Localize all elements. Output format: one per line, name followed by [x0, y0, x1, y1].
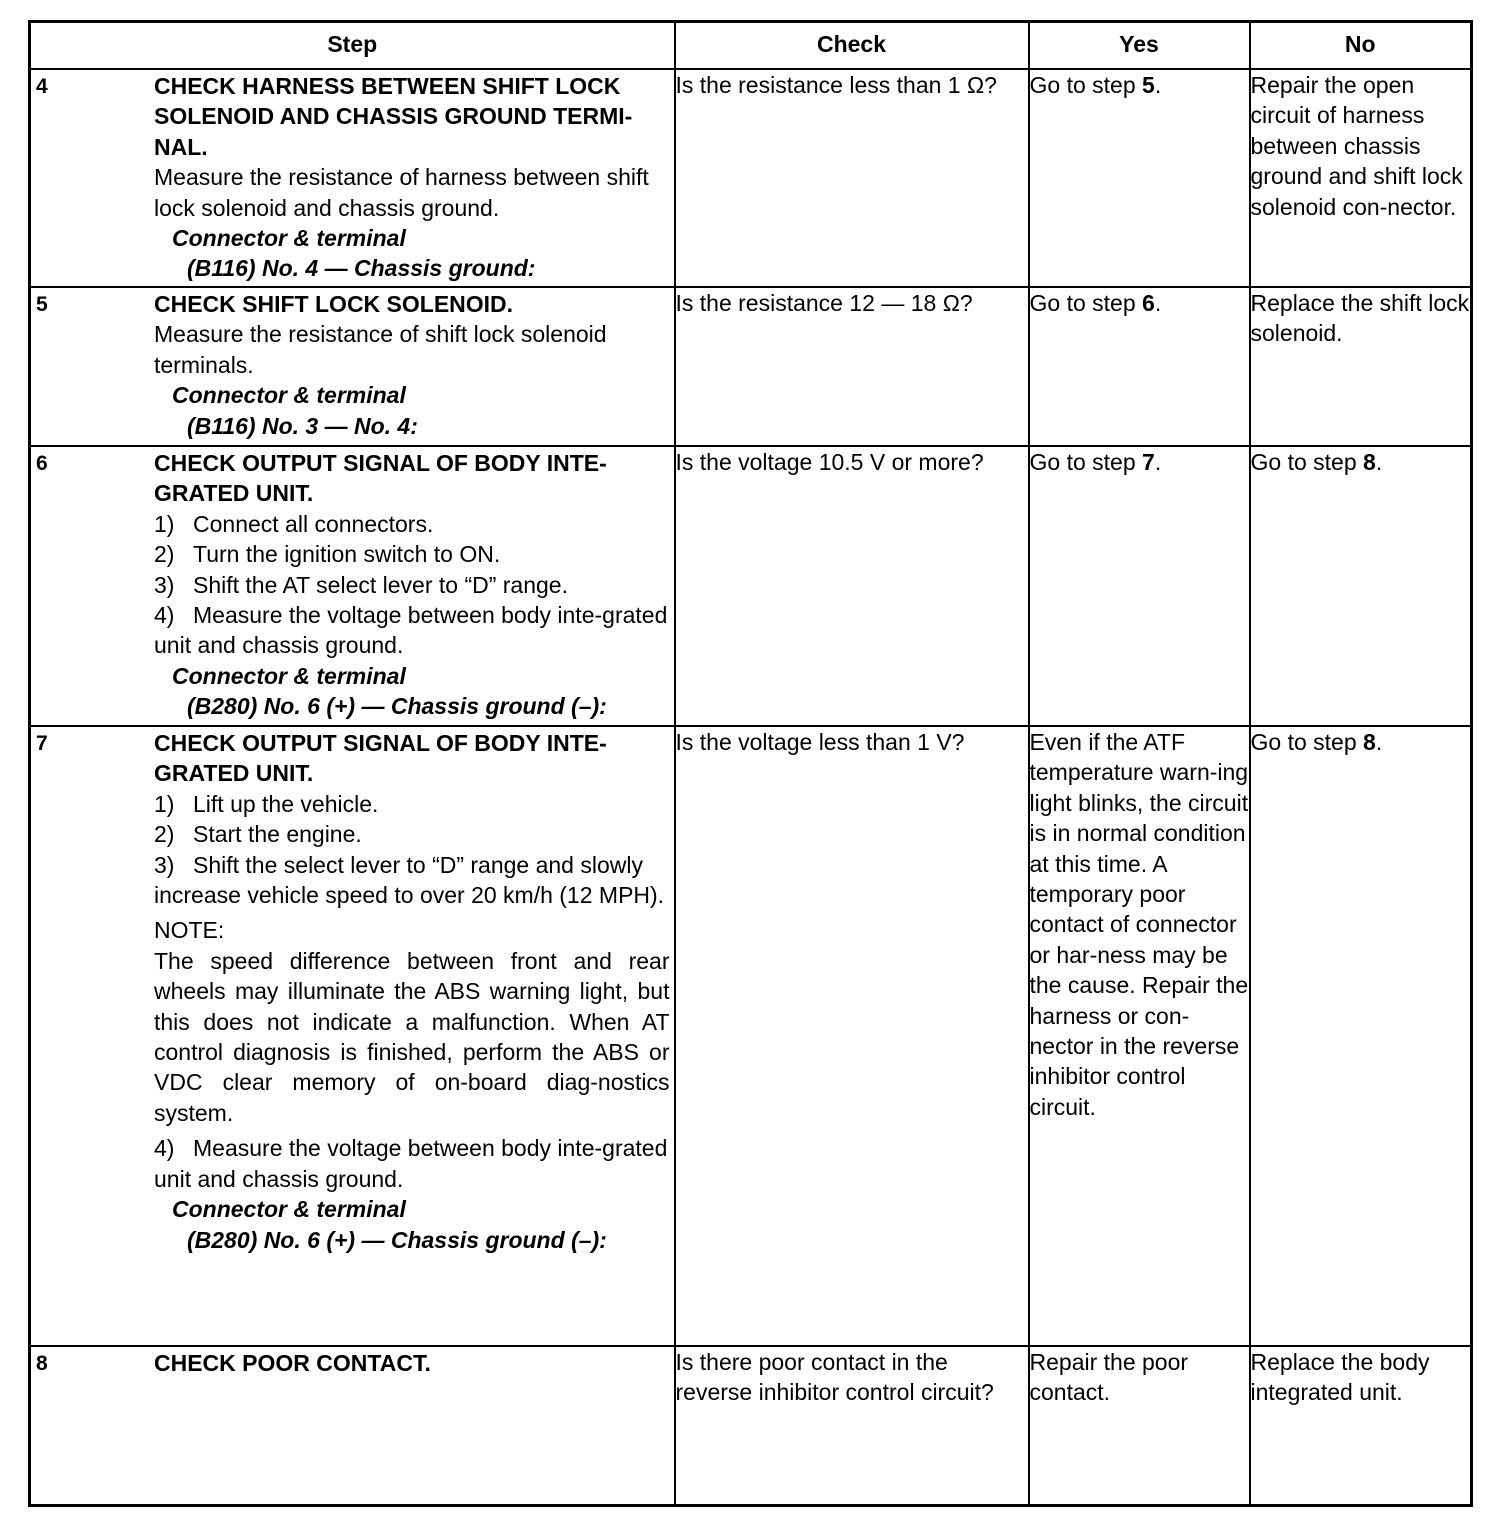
list-item: 3) Shift the select lever to “D” range and slowly increase vehicle speed to over 20 km/h (12 MPH).: [154, 851, 665, 909]
list-item: 4) Measure the voltage between body inte-grated unit and chassis ground.: [154, 1135, 668, 1192]
step-title: CHECK HARNESS BETWEEN SHIFT LOCK SOLENOID AND CHASSIS GROUND TERMI-NAL.: [154, 73, 633, 160]
yes-step: 6: [1142, 290, 1155, 316]
check-cell: Is the resistance 12 — 18 Ω?: [675, 287, 1029, 446]
no-prefix: Go to step: [1250, 449, 1364, 475]
yes-step: 7: [1142, 449, 1155, 475]
yes-step: 5: [1142, 72, 1155, 98]
step-title: CHECK OUTPUT SIGNAL OF BODY INTE-GRATED UNIT.: [154, 450, 607, 507]
step-text: Measure the resistance of harness between shift lock solenoid and chassis ground.: [154, 164, 649, 221]
table-row: [30, 1346, 1472, 1505]
no-cell: Repair the open circuit of harness between chassis ground and shift lock solenoid con-nector.: [1250, 69, 1472, 287]
no-suffix: .: [1375, 449, 1383, 475]
list-item: 1) Connect all connectors.: [154, 510, 434, 537]
step-number: 7: [36, 732, 48, 755]
header-yes: Yes: [1029, 22, 1250, 70]
step-cell: [30, 1346, 675, 1505]
yes-cell: [1029, 69, 1250, 287]
table-row: [30, 726, 1472, 1346]
no-cell: [1250, 726, 1472, 1346]
step-number: 8: [36, 1352, 48, 1375]
no-cell: Replace the body integrated unit.: [1250, 1346, 1472, 1505]
list-item: 3) Shift the AT select lever to “D” range.: [154, 571, 568, 598]
diagnostic-table: [28, 20, 1473, 1507]
list-item: 1) Lift up the vehicle.: [154, 790, 379, 817]
yes-suffix: .: [1154, 290, 1162, 316]
connector-label: Connector & terminal: [172, 1196, 406, 1223]
table-row: [30, 446, 1472, 726]
no-step: 8: [1363, 729, 1376, 755]
check-cell: Is the voltage less than 1 V?: [675, 726, 1029, 1346]
note-label: NOTE:: [154, 917, 225, 944]
yes-cell: Repair the poor contact.: [1029, 1346, 1250, 1505]
header-row: [30, 22, 1472, 70]
header-check: Check: [675, 22, 1029, 70]
connector-label: Connector & terminal: [172, 662, 406, 689]
step-number: 5: [36, 293, 48, 316]
check-cell: Is the resistance less than 1 Ω?: [675, 69, 1029, 287]
step-text: Measure the resistance of shift lock solenoid terminals.: [154, 321, 607, 378]
step-title: CHECK SHIFT LOCK SOLENOID.: [154, 291, 514, 317]
yes-cell: [1029, 446, 1250, 726]
no-cell: Replace the shift lock solenoid.: [1250, 287, 1472, 446]
header-step: Step: [30, 22, 675, 70]
list-item: 4) Measure the voltage between body inte-grated unit and chassis ground.: [154, 602, 668, 659]
step-cell: [30, 69, 675, 287]
check-cell: Is the voltage 10.5 V or more?: [675, 446, 1029, 726]
note-text: The speed difference between front and rear wheels may illuminate the ABS warning light, but this does not indicate a malfunction. When AT control diagnosis is finished, perform the ABS or VDC clear memory of on-board diag-nostics system.: [154, 947, 670, 1126]
yes-prefix: Go to step: [1029, 290, 1143, 316]
yes-suffix: .: [1154, 449, 1162, 475]
list-item: 2) Start the engine.: [154, 821, 362, 848]
step-cell: [30, 287, 675, 446]
connector-label: Connector & terminal: [172, 382, 406, 409]
no-cell: [1250, 446, 1472, 726]
check-cell: Is there poor contact in the reverse inhibitor control circuit?: [675, 1346, 1029, 1505]
no-suffix: .: [1375, 729, 1383, 755]
step-number: 6: [36, 452, 48, 475]
connector-value: (B116) No. 4 — Chassis ground:: [187, 255, 536, 282]
connector-value: (B280) No. 6 (+) — Chassis ground (–):: [187, 693, 607, 720]
connector-label: Connector & terminal: [172, 225, 406, 252]
yes-cell: Even if the ATF temperature warn-ing light blinks, the circuit is in normal condition at this time. A temporary poor contact of connector or har-ness may be the cause. Repair the harness or con-nector in the reverse inhibitor control circuit.: [1029, 726, 1250, 1346]
yes-suffix: .: [1154, 72, 1162, 98]
step-number: 4: [36, 75, 48, 98]
step-title: CHECK POOR CONTACT.: [154, 1350, 431, 1376]
connector-value: (B116) No. 3 — No. 4:: [187, 412, 418, 439]
yes-prefix: Go to step: [1029, 72, 1143, 98]
step-cell: [30, 726, 675, 1346]
no-prefix: Go to step: [1250, 729, 1364, 755]
header-no: No: [1250, 22, 1472, 70]
connector-value: (B280) No. 6 (+) — Chassis ground (–):: [187, 1226, 607, 1253]
yes-cell: [1029, 287, 1250, 446]
step-cell: [30, 446, 675, 726]
table-row: [30, 69, 1472, 287]
list-item: 2) Turn the ignition switch to ON.: [154, 541, 501, 568]
step-title: CHECK OUTPUT SIGNAL OF BODY INTE-GRATED UNIT.: [154, 730, 607, 787]
no-step: 8: [1363, 449, 1376, 475]
yes-prefix: Go to step: [1029, 449, 1143, 475]
table-row: [30, 287, 1472, 446]
